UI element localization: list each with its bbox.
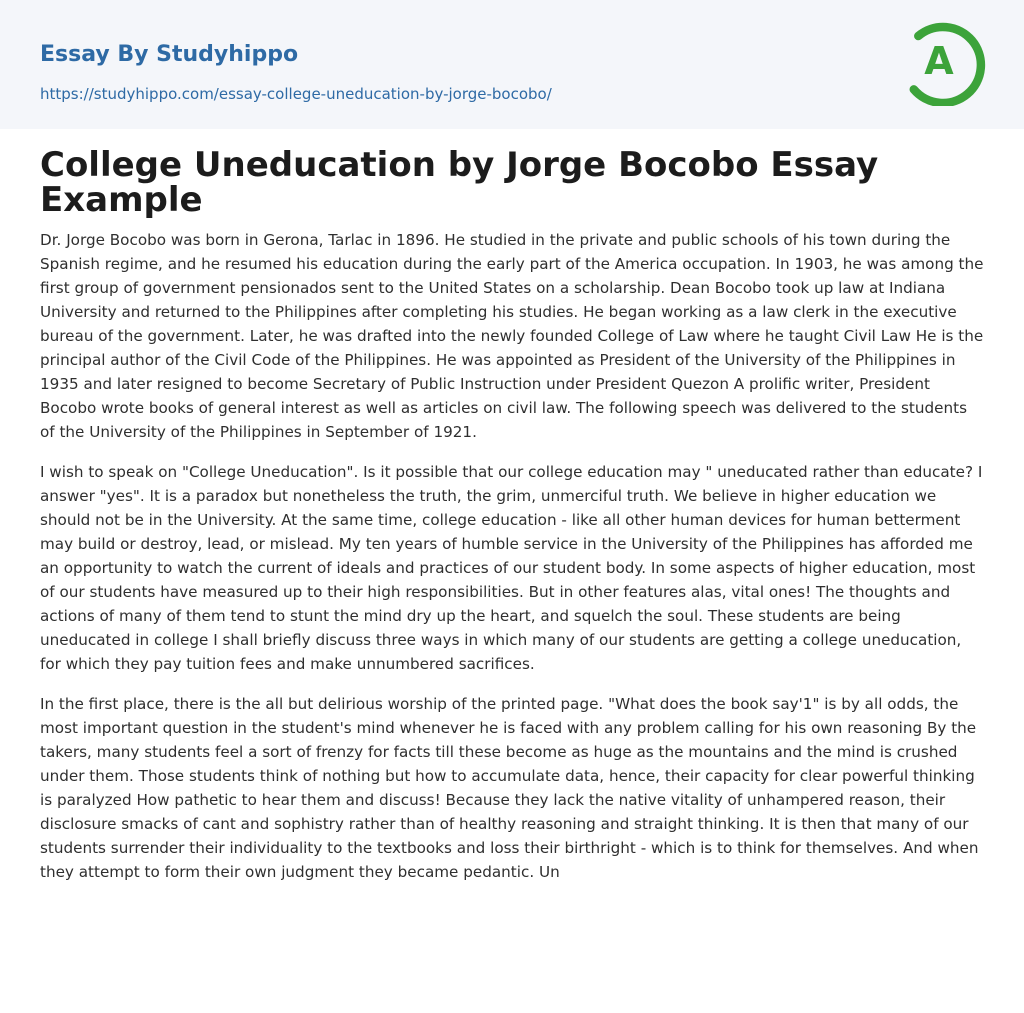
essay-body bbox=[40, 228, 984, 900]
essay-paragraph: Dr. Jorge Bocobo was born in Gerona, Tarlac in 1896. He studied in the private and public schools of his town during the Spanish regime, and he resumed his education during the early part of the America occupation. In 1903, he was among the first group of government pensionados sent to the United States on a scholarship. Dean Bocobo took up law at Indiana University and returned to the Philippines after completing his studies. He began working as a law clerk in the executive bureau of the government. Later, he was drafted into the newly founded College of Law where he taught Civil Law He is the principal author of the Civil Code of the Philippines. He was appointed as President of the University of the Philippines in 1935 and later resigned to become Secretary of Public Instruction under President Quezon A prolific writer, President Bocobo wrote books of general interest as well as articles on civil law. The following speech was delivered to the students of the University of the Philippines in September of 1921. bbox=[40, 231, 984, 441]
logo-letter: A bbox=[924, 39, 954, 83]
studyhippo-logo-icon[interactable] bbox=[898, 18, 986, 106]
essay-title: College Uneducation by Jorge Bocobo Essay Example bbox=[40, 145, 879, 220]
site-brand[interactable]: Essay By Studyhippo bbox=[40, 42, 299, 67]
essay-url-link[interactable]: https://studyhippo.com/essay-college-uneducation-by-jorge-bocobo/ bbox=[40, 85, 552, 103]
logo-ring-icon bbox=[898, 18, 986, 106]
essay-paragraph: I wish to speak on "College Uneducation". Is it possible that our college education may " uneducated rather than educate? I answer "yes". It is a paradox but nonetheless the truth, the grim, unmerciful truth. We believe in higher education we should not be in the University. At the same time, college education - like all other human devices for human betterment may build or destroy, lead, or mislead. My ten years of humble service in the University of the Philippines has afforded me an opportunity to watch the current of ideals and practices of our student body. In some aspects of higher education, most of our students have measured up to their high responsibilities. But in other features alas, vital ones! The thoughts and actions of many of them tend to stunt the mind dry up the heart, and squelch the soul. These students are being uneducated in college I shall briefly discuss three ways in which many of our students are getting a college uneducation, for which they pay tuition fees and make unnumbered sacrifices. bbox=[40, 463, 983, 673]
essay-paragraph: In the first place, there is the all but delirious worship of the printed page. "What does the book say'1" is by all odds, the most important question in the student's mind whenever he is faced with any problem calling for his own reasoning By the takers, many students feel a sort of frenzy for facts till these become as huge as the mountains and the mind is crushed under them. Those students think of nothing but how to accumulate data, hence, their capacity for clear powerful thinking is paralyzed How pathetic to hear them and discuss! Because they lack the native vitality of unhampered reason, their disclosure smacks of cant and sophistry rather than of healthy reasoning and straight thinking. It is then that many of our students surrender their individuality to the textbooks and loss their birthright - which is to think for themselves. And when they attempt to form their own judgment they became pedantic. Un bbox=[40, 695, 979, 881]
site-header bbox=[0, 0, 1024, 129]
